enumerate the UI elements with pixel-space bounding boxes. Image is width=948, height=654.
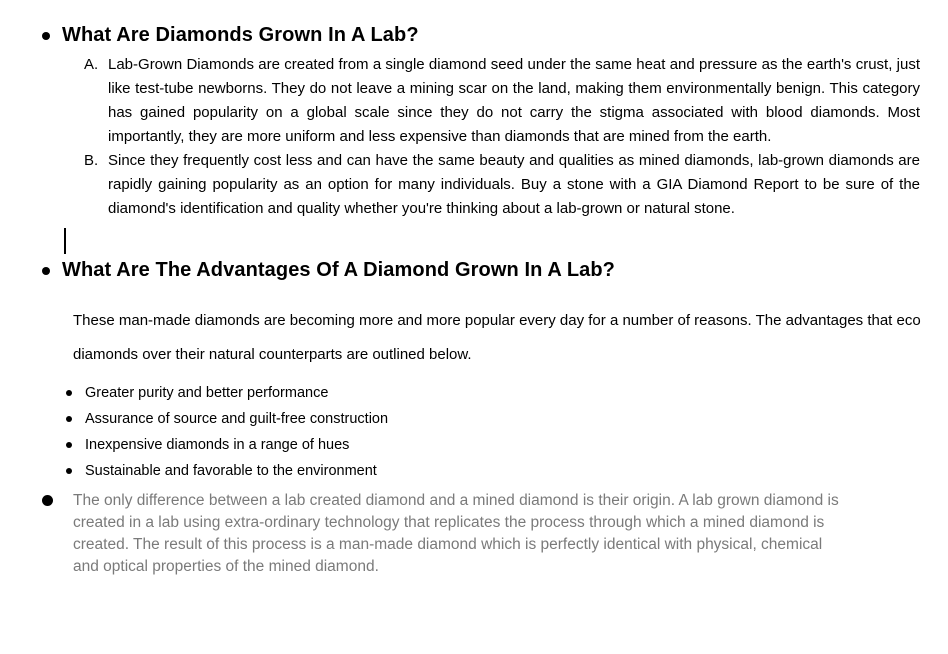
- lettered-list: [84, 53, 920, 221]
- bullet-icon: [66, 468, 72, 474]
- text-cursor: [64, 228, 66, 254]
- bullet-icon: [66, 442, 72, 448]
- note-line: The only difference between a lab created diamond and a mined diamond is their origin. A lab grown diamond is: [73, 492, 839, 509]
- list-item: [84, 53, 920, 149]
- section1-heading: What Are Diamonds Grown In A Lab?: [62, 24, 419, 46]
- note-line: and optical properties of the mined diamond.: [73, 558, 379, 575]
- bullet-icon: [42, 267, 50, 275]
- list-item-text: Sustainable and favorable to the environment: [85, 463, 377, 479]
- list-item-label: B.: [84, 152, 99, 169]
- note-line: created in a lab using extra-ordinary technology that replicates the process through which a mined diamond is: [73, 514, 825, 531]
- list-item-text: Assurance of source and guilt-free construction: [85, 411, 389, 427]
- bullet-icon: [66, 416, 72, 422]
- list-item: [84, 149, 920, 221]
- section2-heading-row: [42, 259, 948, 282]
- list-item-text: Lab-Grown Diamonds are created from a single diamond seed under the same heat and pressure as the earth's crust, just like test-tube newborns. They do not leave a mining scar on the land, making them environmentally benign. This category has gained popularity on a global scale since they do not carry the stigma associated with blood diamonds. Most importantly, they are more uniform and less expensive than diamonds that are mined from the earth.: [108, 56, 920, 145]
- list-item: [66, 432, 948, 458]
- bullet-icon: [42, 32, 50, 40]
- intro-line: These man-made diamonds are becoming more and more popular every day for a number of reasons. The advantages that eco: [73, 312, 921, 329]
- section1-heading-row: [42, 0, 948, 47]
- list-item-text: Since they frequently cost less and can have the same beauty and qualities as mined diamonds, lab-grown diamonds are rapidly gaining popularity as an option for many individuals. Buy a stone with a GIA Diamond Report to be sure of the diamond's identification and quality whether you're thinking about a lab-grown or natural stone.: [108, 152, 920, 217]
- list-item: [66, 380, 948, 406]
- list-item-text: Greater purity and better performance: [85, 385, 329, 401]
- note-text: [73, 490, 839, 578]
- list-item: [66, 458, 948, 484]
- bullet-icon: [42, 495, 53, 506]
- bullet-icon: [66, 390, 72, 396]
- list-item-text: Inexpensive diamonds in a range of hues: [85, 437, 350, 453]
- note-paragraph: [42, 490, 920, 578]
- list-item: [66, 406, 948, 432]
- intro-paragraph: [73, 312, 920, 380]
- note-line: created. The result of this process is a man-made diamond which is perfectly identical with physical, chemical: [73, 536, 823, 553]
- section2-heading: What Are The Advantages Of A Diamond Grown In A Lab?: [62, 259, 616, 281]
- advantages-list: [0, 380, 948, 484]
- intro-line: diamonds over their natural counterparts are outlined below.: [73, 346, 472, 363]
- list-item-label: A.: [84, 56, 99, 73]
